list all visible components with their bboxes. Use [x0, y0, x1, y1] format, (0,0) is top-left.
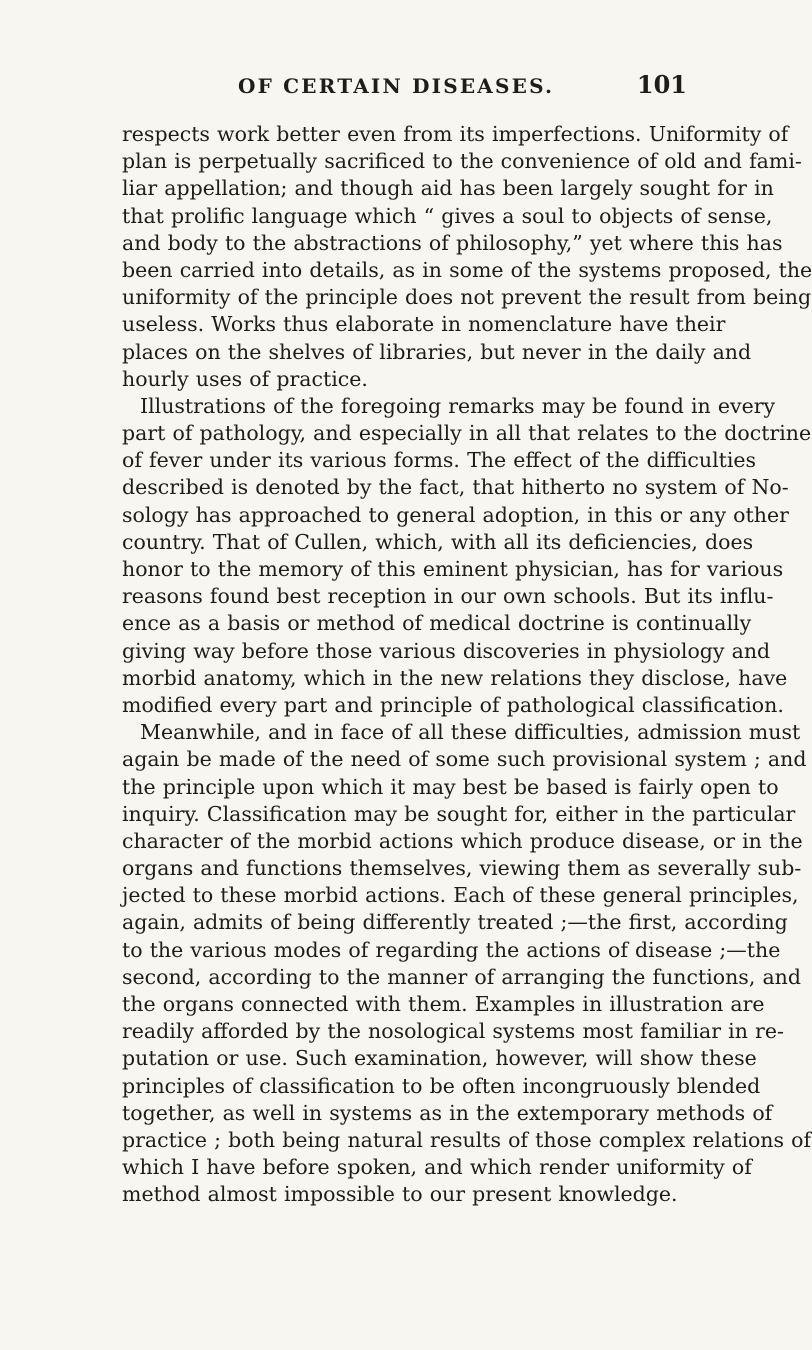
text-line-37: together, as well in systems as in the extemporary methods of: [122, 1100, 773, 1125]
text-line-10: hourly uses of practice.: [122, 366, 368, 391]
text-line-15: sology has approached to general adoption, in this or any other: [122, 502, 789, 527]
text-line-31: to the various modes of regarding the actions of disease ;—the: [122, 937, 781, 962]
text-line-24: again be made of the need of some such provisional system ; and: [122, 747, 807, 772]
text-line-22: modified every part and principle of pathological classification.: [122, 692, 784, 717]
text-line-1: respects work better even from its imperfections. Uniformity of: [122, 122, 789, 146]
running-head: [122, 72, 687, 106]
text-line-5: and body to the abstractions of philosophy,” yet where this has: [122, 230, 783, 255]
text-line-29: jected to these morbid actions. Each of these general principles,: [122, 883, 799, 908]
text-line-9: places on the shelves of libraries, but never in the daily and: [122, 339, 752, 364]
text-line-16: country. That of Cullen, which, with all its deficiencies, does: [122, 529, 754, 554]
text-line-33: the organs connected with them. Examples in illustration are: [122, 992, 765, 1016]
text-line-3: liar appellation; and though aid has been largely sought for in: [122, 176, 774, 201]
text-line-2: plan is perpetually sacrificed to the convenience of old and fami-: [122, 149, 802, 174]
text-line-13: of fever under its various forms. The effect of the difficulties: [122, 448, 757, 473]
text-line-30: again, admits of being differently treated ;—the first, according: [122, 910, 788, 935]
text-line-23: Meanwhile, and in face of all these difficulties, admission must: [140, 720, 801, 745]
text-line-18: reasons found best reception in our own schools. But its influ-: [122, 584, 774, 609]
text-line-32: second, according to the manner of arranging the functions, and: [122, 964, 801, 989]
text-line-17: honor to the memory of this eminent physician, has for various: [122, 557, 784, 581]
text-line-39: which I have before spoken, and which render uniformity of: [122, 1155, 752, 1180]
running-title: OF CERTAIN DISEASES.: [238, 74, 555, 98]
text-line-26: inquiry. Classification may be sought for, either in the particular: [122, 801, 796, 826]
text-line-36: principles of classification to be often incongruously blended: [122, 1073, 761, 1098]
text-line-21: morbid anatomy, which in the new relations they disclose, have: [122, 665, 788, 690]
page-number: 101: [636, 70, 687, 99]
text-line-12: part of pathology, and especially in all that relates to the doctrine: [122, 421, 812, 446]
text-line-8: useless. Works thus elaborate in nomenclature have their: [122, 312, 726, 337]
text-line-40: method almost impossible to our present knowledge.: [122, 1182, 678, 1207]
text-line-25: the principle upon which it may best be based is fairly open to: [122, 774, 779, 799]
text-line-27: character of the morbid actions which produce disease, or in the: [122, 828, 803, 853]
text-line-28: organs and functions themselves, viewing them as severally sub-: [122, 856, 802, 881]
text-line-19: ence as a basis or method of medical doctrine is continually: [122, 611, 752, 636]
text-line-14: described is denoted by the fact, that hitherto no system of No-: [122, 475, 789, 500]
text-line-20: giving way before those various discoveries in physiology and: [122, 638, 771, 663]
text-line-38: practice ; both being natural results of those complex relations of: [122, 1127, 812, 1152]
text-line-34: readily afforded by the nosological systems most familiar in re-: [122, 1019, 784, 1044]
text-line-35: putation or use. Such examination, however, will show these: [122, 1046, 757, 1071]
text-line-6: been carried into details, as in some of the systems proposed, the: [122, 257, 812, 282]
text-line-4: that prolific language which “ gives a soul to objects of sense,: [122, 203, 773, 228]
text-line-7: uniformity of the principle does not prevent the result from being: [122, 285, 812, 310]
body-text: [122, 121, 812, 1209]
text-line-11: Illustrations of the foregoing remarks may be found in every: [140, 393, 776, 418]
